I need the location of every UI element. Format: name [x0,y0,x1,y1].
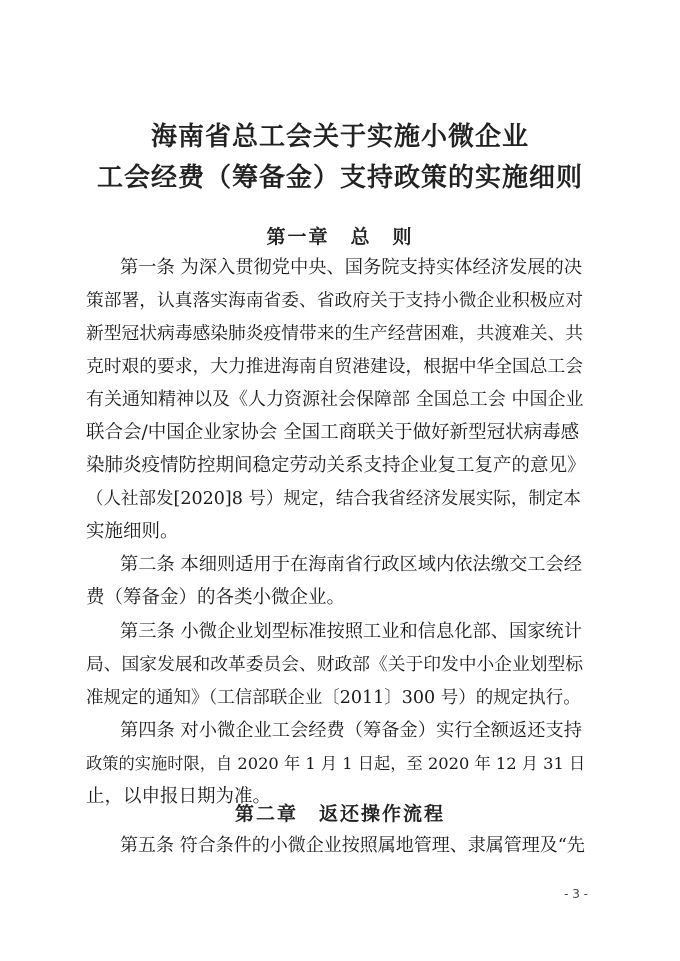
paragraph-line: 止，以申报日期为准。 [86,786,272,807]
paragraph-line: 费（筹备金）的各类小微企业。 [86,587,346,608]
chapter-heading-2: 第二章 返还操作流程 [234,803,445,825]
paragraph-line: 第四条 对小微企业工会经费（筹备金）实行全额返还支持 [120,720,583,741]
paragraph-line: （人社部发[2020]8 号）规定，结合我省经济发展实际，制定本 [86,489,581,509]
page-number: - 3 - [564,887,588,901]
paragraph-line: 准规定的通知》（工信部联企业〔2011〕300 号）的规定执行。 [86,688,581,708]
paragraph-line: 策部署，认真落实海南省委、省政府关于支持小微企业积极应对 [86,291,584,311]
paragraph-line: 新型冠状病毒感染肺炎疫情带来的生产经营困难，共渡难关、共 [86,324,584,344]
paragraph-line: 联合会/中国企业家协会 全国工商联关于做好新型冠状病毒感 [86,422,580,443]
paragraph-line: 实施细则。 [86,521,179,542]
paragraph-line: 染肺炎疫情防控期间稳定劳动关系支持企业复工复产的意见》 [86,455,586,476]
chapter-heading-1: 第一章 总 则 [266,226,414,248]
paragraph-line: 政策的实施时限，自 2020 年 1 月 1 日起，至 2020 年 12 月 31 日 [86,754,586,773]
paragraph-line: 第三条 小微企业划型标准按照工业和信息化部、国家统计 [120,621,583,642]
paragraph-line: 第五条 符合条件的小微企业按照属地管理、隶属管理及“先 [120,835,585,856]
document-title-line-1: 海南省总工会关于实施小微企业 [150,122,529,152]
paragraph-line: 克时艰的要求，大力推进海南自贸港建设，根据中华全国总工会 [86,357,584,377]
paragraph-line: 有关通知精神以及《人力资源社会保障部 全国总工会 中国企业 [86,389,584,410]
document-title-line-2: 工会经费（筹备金）支持政策的实施细则 [96,163,583,193]
paragraph-line: 局、国家发展和改革委员会、财政部《关于印发中小企业划型标 [86,655,584,675]
paragraph-line: 第二条 本细则适用于在海南省行政区域内依法缴交工会经 [120,554,583,575]
paragraph-line: 第一条 为深入贯彻党中央、国务院支持实体经济发展的决 [120,257,583,278]
